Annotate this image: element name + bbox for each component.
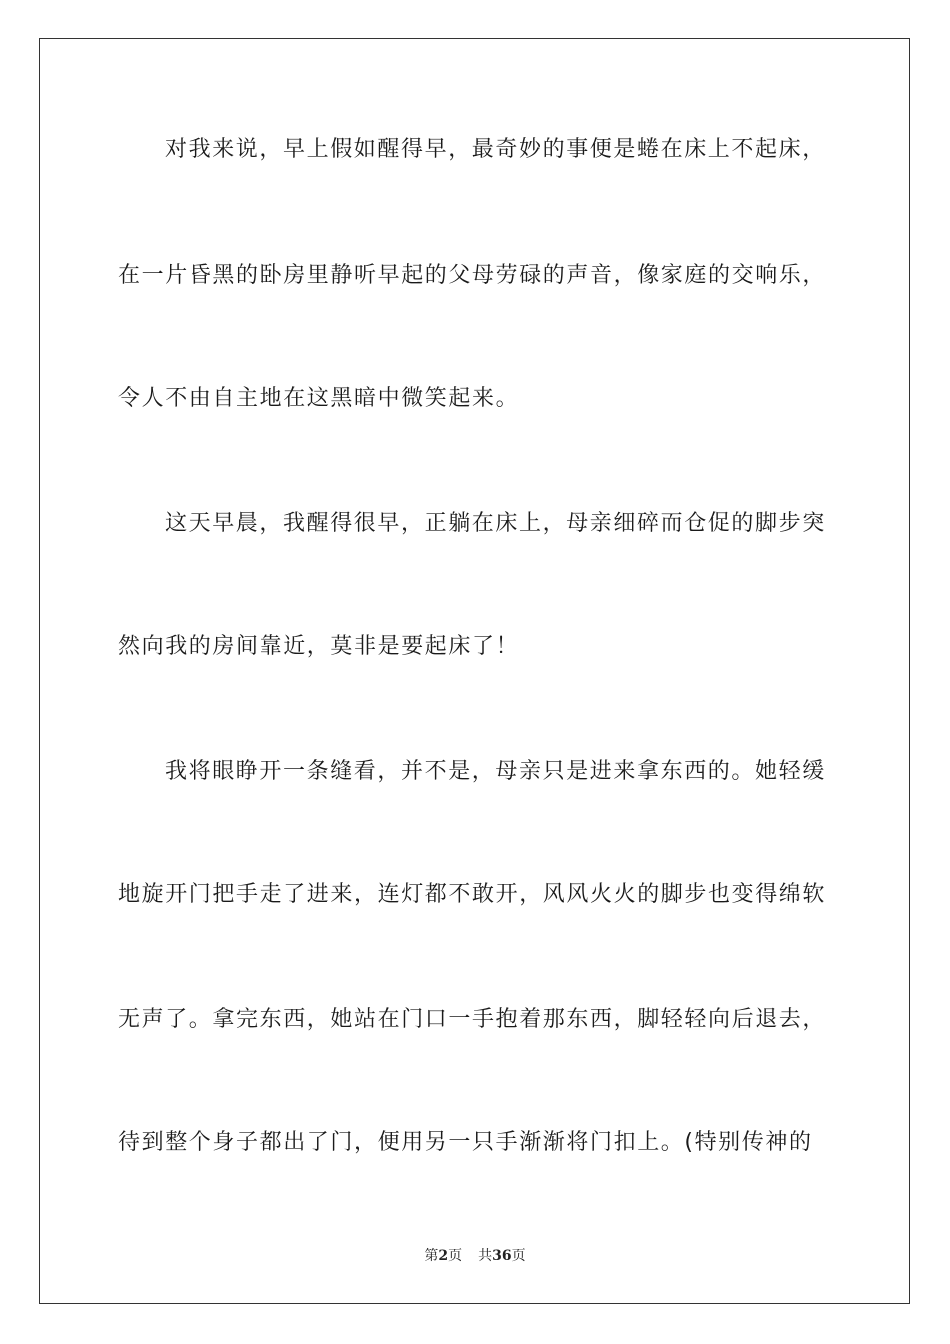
total-prefix: 共 <box>478 1248 493 1264</box>
page-prefix: 第 <box>424 1248 439 1264</box>
page-number: 2 <box>438 1248 449 1264</box>
paragraph-line-2: 在一片昏黑的卧房里静听早起的父母劳碌的声音，像家庭的交响乐， <box>118 263 827 288</box>
page-footer <box>0 1245 950 1265</box>
page-suffix: 页 <box>448 1248 463 1264</box>
paragraph-line-1: 对我来说，早上假如醒得早，最奇妙的事便是蜷在床上不起床， <box>165 137 826 162</box>
total-pages: 36 <box>492 1248 512 1264</box>
paragraph-line-6: 我将眼睁开一条缝看，并不是，母亲只是进来拿东西的。她轻缓 <box>165 759 826 784</box>
paragraph-line-3: 令人不由自主地在这黑暗中微笑起来。 <box>118 386 520 411</box>
page-border <box>39 38 910 1304</box>
paragraph-line-5: 然向我的房间靠近，莫非是要起床了！ <box>118 634 520 659</box>
paragraph-line-7: 地旋开门把手走了进来，连灯都不敢开，风风火火的脚步也变得绵软 <box>118 882 827 907</box>
paragraph-line-9: 待到整个身子都出了门，便用另一只手渐渐将门扣上。(特别传神的 <box>118 1130 813 1155</box>
paragraph-line-4: 这天早晨，我醒得很早，正躺在床上，母亲细碎而仓促的脚步突 <box>165 511 826 536</box>
paragraph-line-8: 无声了。拿完东西，她站在门口一手抱着那东西，脚轻轻向后退去， <box>118 1007 827 1032</box>
total-suffix: 页 <box>511 1248 526 1264</box>
